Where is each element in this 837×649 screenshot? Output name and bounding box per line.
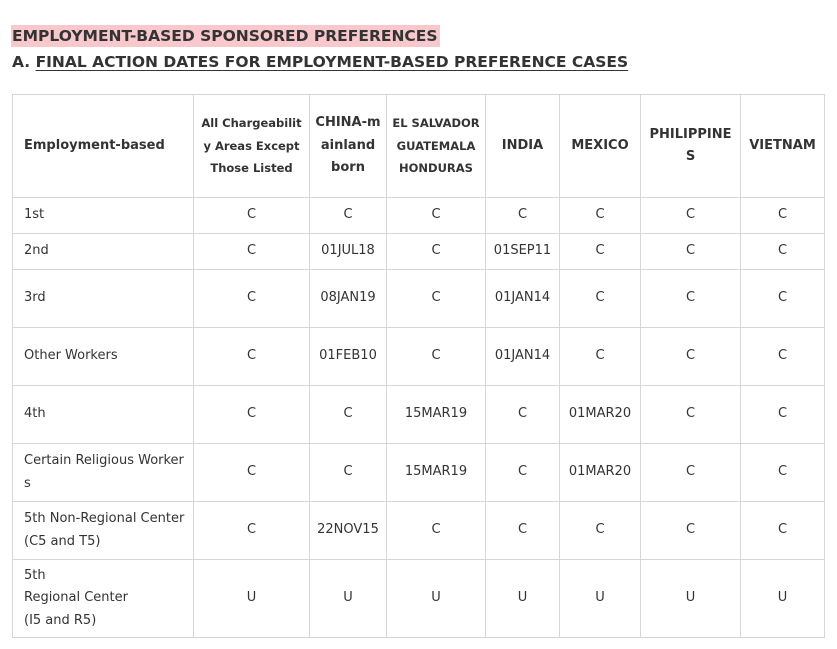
table-row <box>13 444 825 502</box>
section-heading: EMPLOYMENT-BASED SPONSORED PREFERENCES <box>12 27 438 45</box>
cell-value: C <box>560 502 641 560</box>
cell-value: C <box>194 270 310 328</box>
table-row <box>13 560 825 638</box>
row-category: Certain Religious Workers <box>13 444 194 502</box>
subsection-heading <box>12 51 628 73</box>
cell-value: 15MAR19 <box>387 444 486 502</box>
header-el-salvador: EL SALVADOR GUATEMALA HONDURAS <box>387 95 486 198</box>
cell-value: C <box>310 444 387 502</box>
cell-value: C <box>741 198 825 234</box>
cell-value: C <box>194 328 310 386</box>
cell-value: U <box>310 560 387 638</box>
header-all-chargeability: All Chargeability Areas Except Those Listed <box>194 95 310 198</box>
cell-value: C <box>641 198 741 234</box>
cell-value: C <box>194 502 310 560</box>
cell-value: U <box>387 560 486 638</box>
cell-value: 08JAN19 <box>310 270 387 328</box>
cell-value: U <box>560 560 641 638</box>
cell-value: C <box>560 270 641 328</box>
cell-value: C <box>641 234 741 270</box>
cell-value: 01SEP11 <box>486 234 560 270</box>
header-india: INDIA <box>486 95 560 198</box>
cell-value: C <box>641 386 741 444</box>
header-china: CHINA-mainland born <box>310 95 387 198</box>
cell-value: U <box>641 560 741 638</box>
row-category-line: (I5 and R5) <box>24 612 97 628</box>
cell-value: C <box>387 270 486 328</box>
cell-value: 22NOV15 <box>310 502 387 560</box>
table-row <box>13 502 825 560</box>
cell-value: 01JUL18 <box>310 234 387 270</box>
cell-value: U <box>486 560 560 638</box>
subsection-prefix: A. <box>12 53 36 71</box>
subsection-title: FINAL ACTION DATES FOR EMPLOYMENT-BASED PREFERENCE CASES <box>35 53 629 71</box>
cell-value: C <box>741 502 825 560</box>
cell-value: C <box>560 198 641 234</box>
cell-value: 01JAN14 <box>486 328 560 386</box>
row-category: 5th Non-Regional Center (C5 and T5) <box>13 502 194 560</box>
cell-value: C <box>741 444 825 502</box>
cell-value: C <box>194 444 310 502</box>
cell-value: 01FEB10 <box>310 328 387 386</box>
table-header-row <box>13 95 825 198</box>
final-action-dates-table <box>12 94 825 638</box>
table-row <box>13 328 825 386</box>
cell-value: C <box>741 234 825 270</box>
cell-value: C <box>387 502 486 560</box>
cell-value: C <box>641 328 741 386</box>
table-row <box>13 234 825 270</box>
header-vietnam: VIETNAM <box>741 95 825 198</box>
cell-value: C <box>194 386 310 444</box>
cell-value: C <box>310 386 387 444</box>
cell-value: C <box>310 198 387 234</box>
cell-value: 01MAR20 <box>560 444 641 502</box>
header-philippines: PHILIPPINES <box>641 95 741 198</box>
cell-value: C <box>486 198 560 234</box>
cell-value: C <box>194 234 310 270</box>
cell-value: C <box>741 270 825 328</box>
row-category-line: Regional Center <box>24 590 128 606</box>
cell-value: C <box>641 444 741 502</box>
header-employment-based: Employment-based <box>13 95 194 198</box>
row-category: Other Workers <box>13 328 194 386</box>
cell-value: C <box>486 502 560 560</box>
header-mexico: MEXICO <box>560 95 641 198</box>
row-category: 4th <box>13 386 194 444</box>
cell-value: C <box>486 444 560 502</box>
row-category-line: 5th <box>24 567 46 583</box>
cell-value: C <box>560 328 641 386</box>
cell-value: C <box>387 234 486 270</box>
table-row <box>13 386 825 444</box>
table-row <box>13 270 825 328</box>
cell-value: C <box>387 198 486 234</box>
cell-value: C <box>560 234 641 270</box>
cell-value: 15MAR19 <box>387 386 486 444</box>
row-category <box>13 560 194 638</box>
row-category: 3rd <box>13 270 194 328</box>
row-category: 2nd <box>13 234 194 270</box>
cell-value: C <box>741 328 825 386</box>
cell-value: C <box>641 502 741 560</box>
cell-value: C <box>194 198 310 234</box>
cell-value: U <box>741 560 825 638</box>
cell-value: 01MAR20 <box>560 386 641 444</box>
cell-value: U <box>194 560 310 638</box>
cell-value: C <box>387 328 486 386</box>
row-category: 1st <box>13 198 194 234</box>
cell-value: C <box>741 386 825 444</box>
cell-value: 01JAN14 <box>486 270 560 328</box>
cell-value: C <box>641 270 741 328</box>
cell-value: C <box>486 386 560 444</box>
table-row <box>13 198 825 234</box>
